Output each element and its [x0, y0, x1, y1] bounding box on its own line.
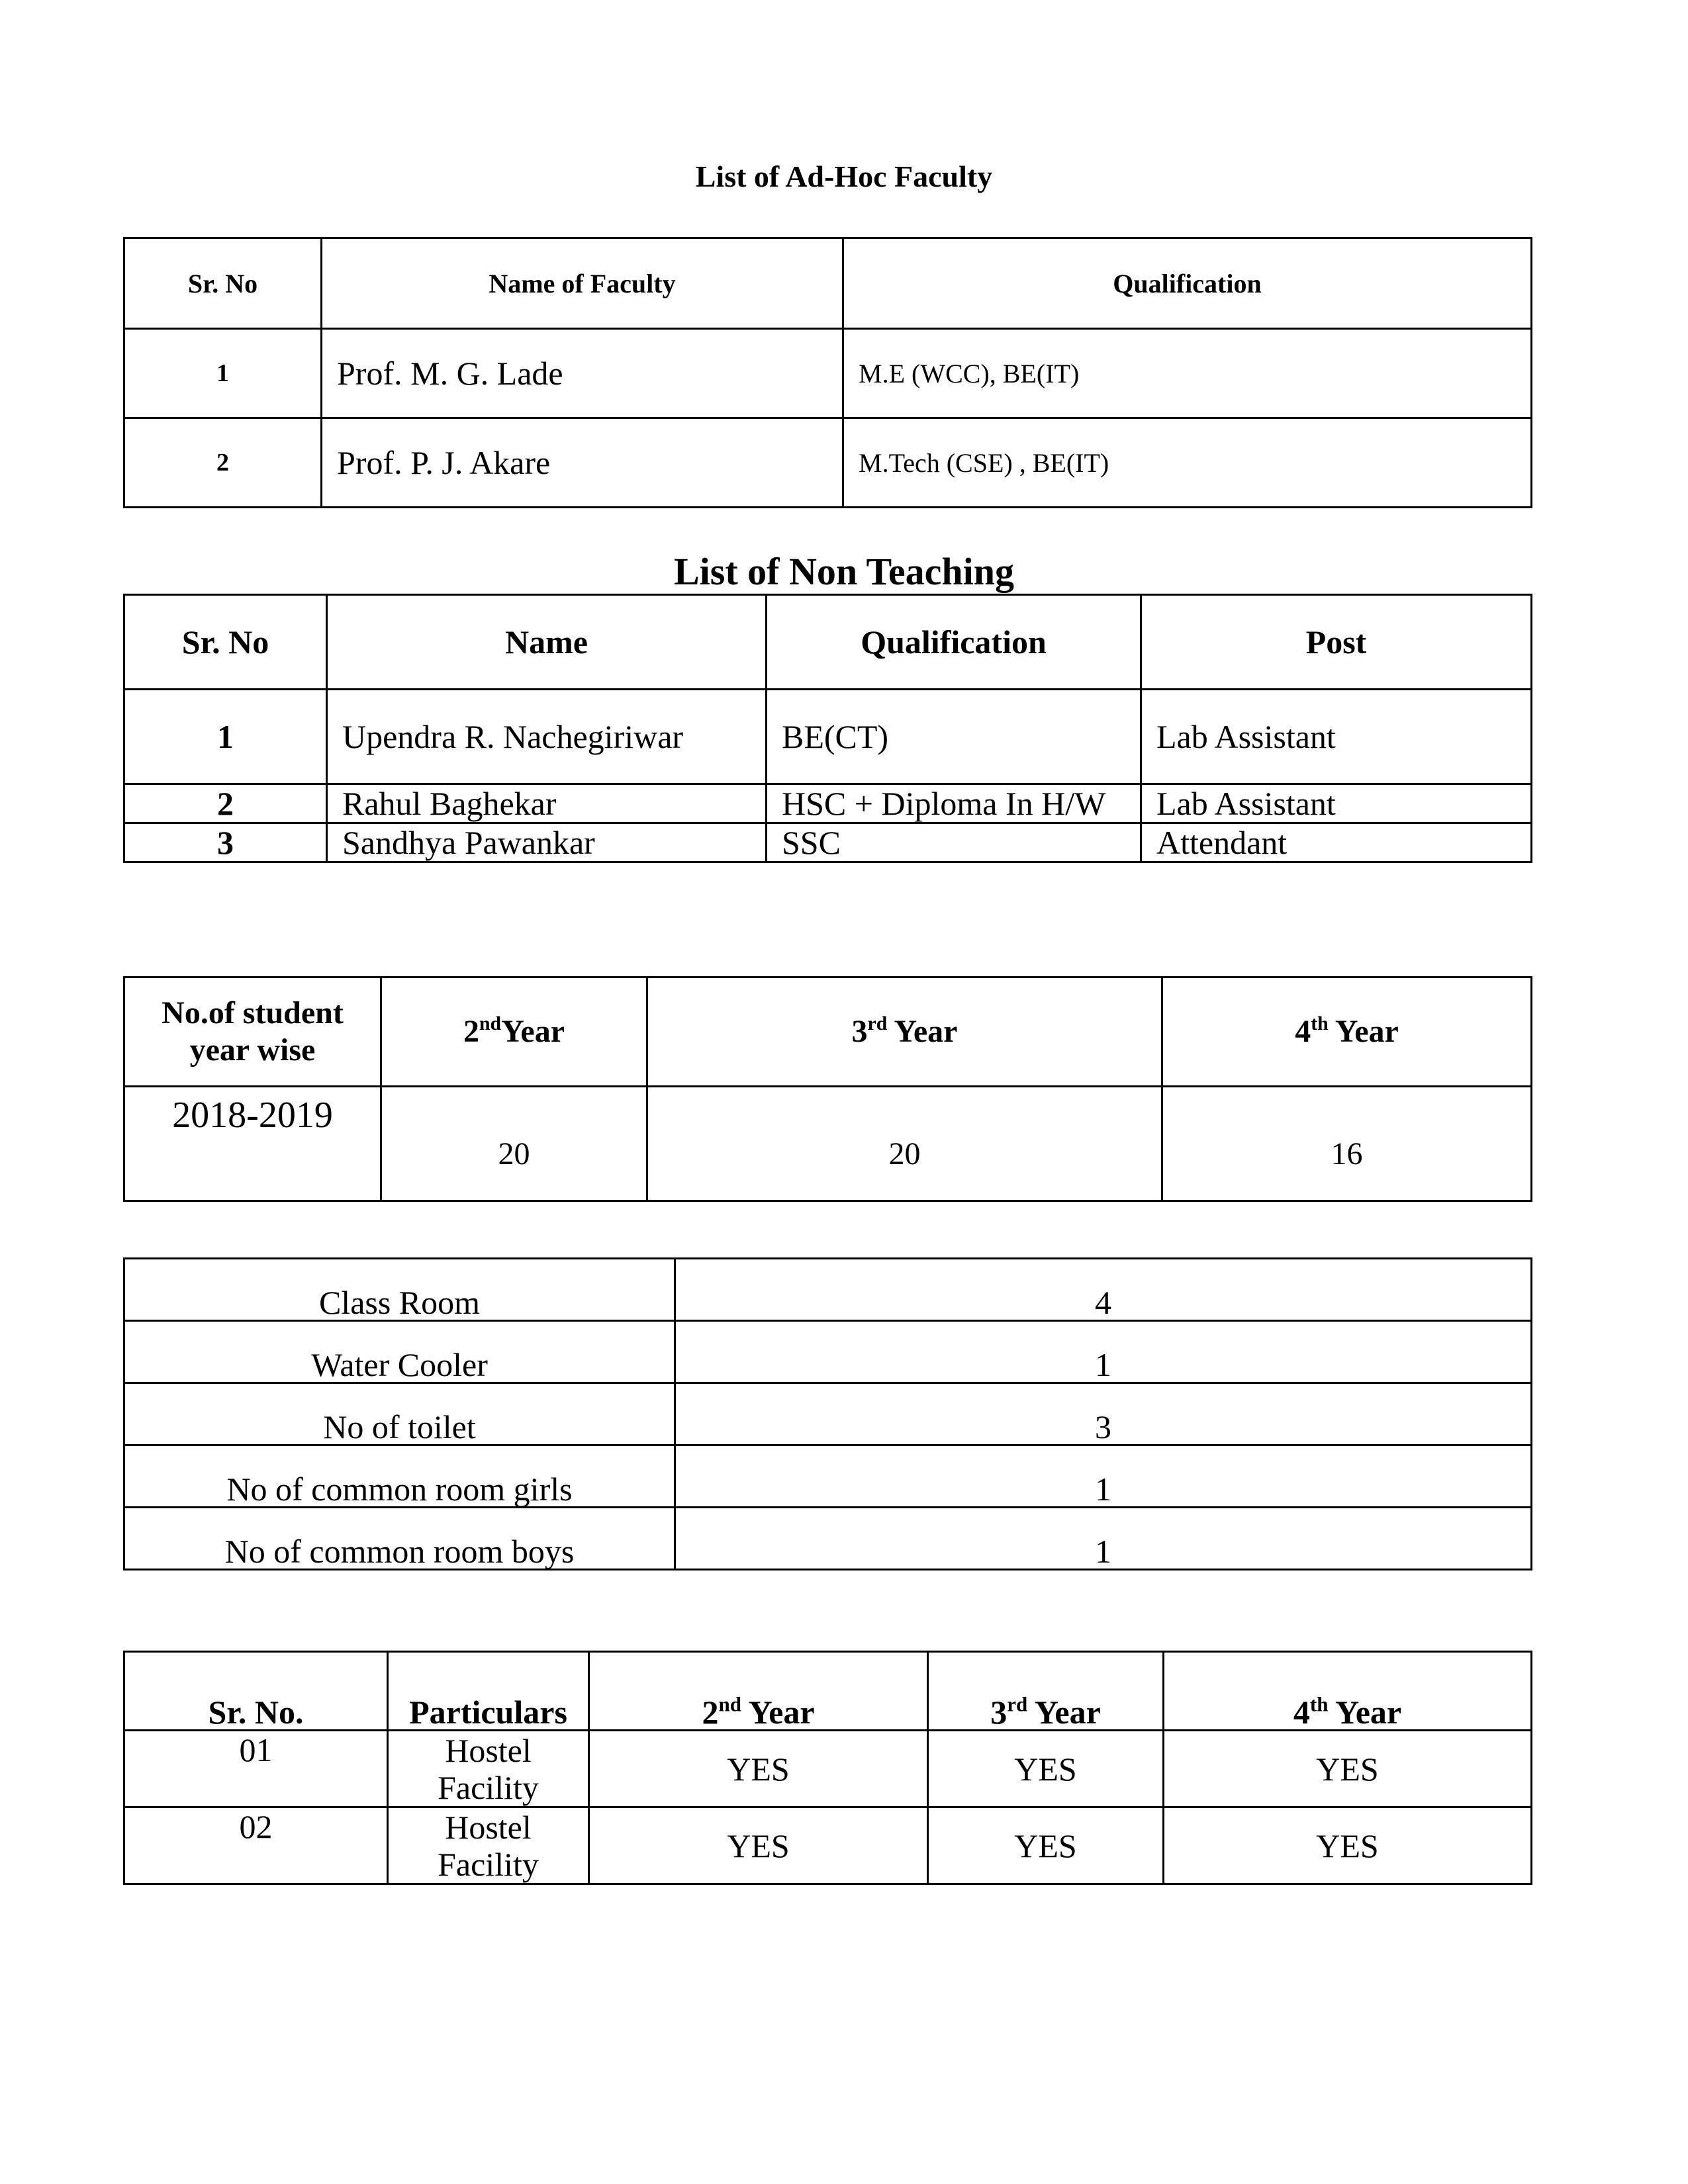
header-2nd-year: 2ndYear [381, 978, 647, 1087]
cell-qualification: M.Tech (CSE) , BE(IT) [843, 418, 1532, 508]
cell-facility-value: 1 [675, 1321, 1532, 1383]
cell-name: Sandhya Pawankar [327, 823, 767, 862]
cell-facility-label: Class Room [124, 1259, 675, 1321]
cell-3rd-year: YES [928, 1731, 1164, 1807]
cell-sr-no: 2 [124, 418, 322, 508]
table-header-row [124, 595, 1532, 690]
cell-post: Lab Assistant [1141, 690, 1532, 784]
table-row [124, 329, 1532, 418]
header-sr-no: Sr. No [124, 595, 327, 690]
cell-faculty-name: Prof. M. G. Lade [322, 329, 843, 418]
cell-facility-value: 1 [675, 1508, 1532, 1570]
header-qualification: Qualification [767, 595, 1141, 690]
cell-2nd-year: YES [589, 1807, 928, 1884]
header-sr-no: Sr. No [124, 238, 322, 329]
cell-name: Rahul Baghekar [327, 784, 767, 823]
cell-sr-no: 1 [124, 690, 327, 784]
cell-4th-year-count: 16 [1162, 1087, 1532, 1201]
header-post: Post [1141, 595, 1532, 690]
cell-3rd-year-count: 20 [647, 1087, 1162, 1201]
cell-facility-label: No of common room boys [124, 1508, 675, 1570]
cell-sr-no: 3 [124, 823, 327, 862]
cell-facility-label: No of toilet [124, 1383, 675, 1445]
table-row [124, 418, 1532, 508]
table-row [124, 1731, 1532, 1807]
cell-particulars: Hostel Facility [388, 1807, 589, 1884]
header-sr-no: Sr. No. [124, 1652, 388, 1731]
table-row [124, 1321, 1532, 1383]
header-label-line-2: year wise [189, 1032, 316, 1068]
table-row [124, 1807, 1532, 1884]
cell-facility-value: 1 [675, 1445, 1532, 1508]
cell-3rd-year: YES [928, 1807, 1164, 1884]
cell-qualification: M.E (WCC), BE(IT) [843, 329, 1532, 418]
cell-facility-value: 4 [675, 1259, 1532, 1321]
table-row [124, 1087, 1532, 1201]
table-row [124, 1445, 1532, 1508]
cell-sr-no: 2 [124, 784, 327, 823]
cell-particulars: Hostel Facility [388, 1731, 589, 1807]
header-qualification: Qualification [843, 238, 1532, 329]
non-teaching-title: List of Non Teaching [673, 550, 1015, 593]
cell-4th-year: YES [1164, 1731, 1532, 1807]
header-name-of-faculty: Name of Faculty [322, 238, 843, 329]
cell-faculty-name: Prof. P. J. Akare [322, 418, 843, 508]
table-row [124, 690, 1532, 784]
cell-academic-year: 2018-2019 [124, 1087, 381, 1201]
cell-4th-year: YES [1164, 1807, 1532, 1884]
cell-sr-no: 02 [124, 1807, 388, 1884]
facilities-table [123, 1257, 1532, 1570]
header-label-line-1: No.of student [162, 995, 344, 1030]
header-student-count-label [124, 978, 381, 1087]
non-teaching-table [123, 594, 1532, 863]
cell-sr-no: 01 [124, 1731, 388, 1807]
hostel-facility-table [123, 1651, 1532, 1885]
header-4th-year: 4th Year [1162, 978, 1532, 1087]
cell-post: Attendant [1141, 823, 1532, 862]
header-4th-year: 4th Year [1164, 1652, 1532, 1731]
cell-facility-value: 3 [675, 1383, 1532, 1445]
students-year-wise-table [123, 976, 1532, 1202]
cell-post: Lab Assistant [1141, 784, 1532, 823]
table-header-row [124, 1652, 1532, 1731]
cell-qualification: SSC [767, 823, 1141, 862]
adhoc-faculty-table [123, 237, 1532, 508]
table-row [124, 1259, 1532, 1321]
table-row [124, 823, 1532, 862]
cell-qualification: BE(CT) [767, 690, 1141, 784]
header-3rd-year: 3rd Year [647, 978, 1162, 1087]
table-row [124, 784, 1532, 823]
table-header-row [124, 238, 1532, 329]
header-2nd-year: 2nd Year [589, 1652, 928, 1731]
header-particulars: Particulars [388, 1652, 589, 1731]
cell-sr-no: 1 [124, 329, 322, 418]
cell-qualification: HSC + Diploma In H/W [767, 784, 1141, 823]
adhoc-faculty-title: List of Ad-Hoc Faculty [695, 159, 993, 193]
cell-facility-label: Water Cooler [124, 1321, 675, 1383]
table-row [124, 1383, 1532, 1445]
header-name: Name [327, 595, 767, 690]
cell-facility-label: No of common room girls [124, 1445, 675, 1508]
table-header-row [124, 978, 1532, 1087]
cell-name: Upendra R. Nachegiriwar [327, 690, 767, 784]
cell-2nd-year-count: 20 [381, 1087, 647, 1201]
table-row [124, 1508, 1532, 1570]
header-3rd-year: 3rd Year [928, 1652, 1164, 1731]
cell-2nd-year: YES [589, 1731, 928, 1807]
